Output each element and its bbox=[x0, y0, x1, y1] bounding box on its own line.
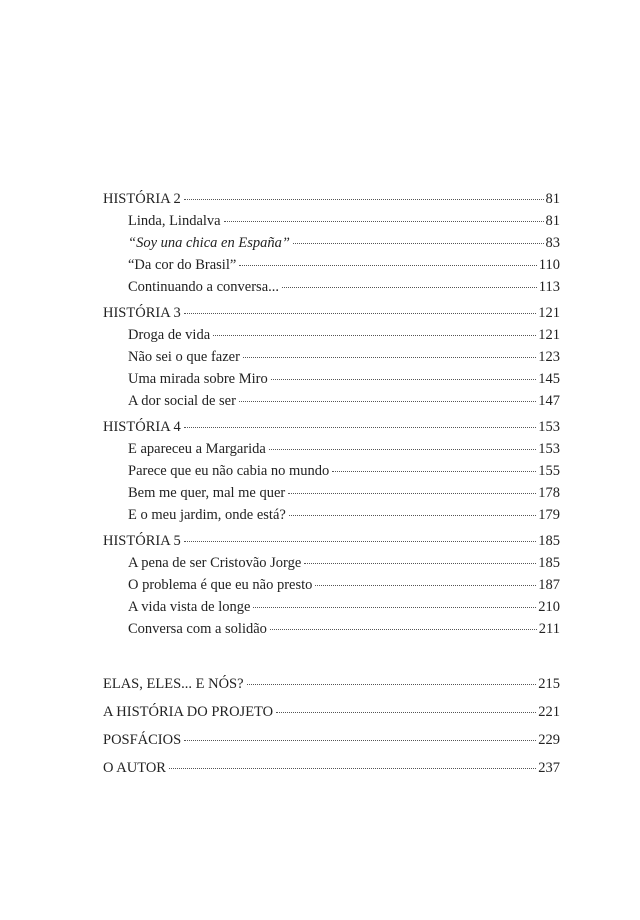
toc-page-number: 153 bbox=[538, 441, 560, 457]
toc-page-number: 221 bbox=[538, 704, 560, 720]
dot-leader bbox=[269, 449, 536, 450]
toc-chapter-historia-3 bbox=[103, 302, 560, 324]
toc-page-number: 210 bbox=[538, 599, 560, 615]
toc-page-number: 215 bbox=[538, 676, 560, 692]
toc-page-number: 211 bbox=[538, 621, 560, 637]
dot-leader bbox=[282, 287, 537, 288]
toc-back-matter-entry bbox=[103, 698, 560, 726]
dot-leader bbox=[224, 221, 544, 222]
toc-entry-title: HISTÓRIA 3 bbox=[103, 305, 181, 321]
toc-entry-title: “Da cor do Brasil” bbox=[128, 257, 237, 273]
dot-leader bbox=[270, 629, 537, 630]
toc-entry bbox=[103, 390, 560, 412]
toc-entry bbox=[103, 346, 560, 368]
toc-entry-title: HISTÓRIA 2 bbox=[103, 191, 181, 207]
dot-leader bbox=[243, 357, 536, 358]
toc-entry bbox=[103, 324, 560, 346]
toc-entry-title: Droga de vida bbox=[128, 327, 211, 343]
toc-entry bbox=[103, 210, 560, 232]
toc-page-number: 185 bbox=[538, 533, 560, 549]
toc-back-matter-entry bbox=[103, 670, 560, 698]
table-of-contents bbox=[103, 188, 560, 782]
dot-leader bbox=[213, 335, 536, 336]
toc-entry-title: O AUTOR bbox=[103, 760, 166, 776]
toc-entry bbox=[103, 254, 560, 276]
toc-entry-title: Parece que eu não cabia no mundo bbox=[128, 463, 330, 479]
toc-page-number: 81 bbox=[545, 191, 560, 207]
toc-page-number: 178 bbox=[538, 485, 560, 501]
dot-leader bbox=[239, 401, 536, 402]
toc-entry bbox=[103, 276, 560, 298]
toc-back-matter-entry bbox=[103, 754, 560, 782]
toc-entry bbox=[103, 574, 560, 596]
toc-entry-title: E apareceu a Margarida bbox=[128, 441, 266, 457]
toc-page-number: 83 bbox=[545, 235, 560, 251]
toc-chapter-historia-5 bbox=[103, 530, 560, 552]
toc-page-number: 185 bbox=[538, 555, 560, 571]
toc-entry bbox=[103, 438, 560, 460]
toc-page-number: 81 bbox=[545, 213, 560, 229]
toc-entry bbox=[103, 460, 560, 482]
toc-page-number: 153 bbox=[538, 419, 560, 435]
dot-leader bbox=[276, 712, 536, 713]
toc-entry bbox=[103, 482, 560, 504]
toc-entry-title: HISTÓRIA 5 bbox=[103, 533, 181, 549]
toc-entry-title: A dor social de ser bbox=[128, 393, 236, 409]
dot-leader bbox=[184, 313, 537, 314]
toc-entry bbox=[103, 596, 560, 618]
toc-page-number: 123 bbox=[538, 349, 560, 365]
dot-leader bbox=[288, 493, 536, 494]
toc-entry-title: POSFÁCIOS bbox=[103, 732, 182, 748]
dot-leader bbox=[184, 427, 537, 428]
section-gap bbox=[103, 640, 560, 670]
toc-entry-title: O problema é que eu não presto bbox=[128, 577, 313, 593]
toc-page-number: 113 bbox=[538, 279, 560, 295]
toc-page-number: 187 bbox=[538, 577, 560, 593]
toc-entry bbox=[103, 232, 560, 254]
dot-leader bbox=[289, 515, 536, 516]
dot-leader bbox=[184, 740, 536, 741]
dot-leader bbox=[293, 243, 544, 244]
toc-page-number: 121 bbox=[538, 327, 560, 343]
dot-leader bbox=[184, 199, 544, 200]
dot-leader bbox=[315, 585, 536, 586]
toc-entry bbox=[103, 552, 560, 574]
toc-entry bbox=[103, 618, 560, 640]
dot-leader bbox=[304, 563, 536, 564]
dot-leader bbox=[332, 471, 536, 472]
toc-page-number: 237 bbox=[538, 760, 560, 776]
toc-chapter-historia-4 bbox=[103, 416, 560, 438]
toc-entry-title: “Soy una chica en España” bbox=[128, 235, 290, 251]
toc-entry-title: ELAS, ELES... E NÓS? bbox=[103, 676, 244, 692]
toc-entry-title: A pena de ser Cristovão Jorge bbox=[128, 555, 302, 571]
toc-page-number: 145 bbox=[538, 371, 560, 387]
toc-entry bbox=[103, 504, 560, 526]
toc-entry-title: Linda, Lindalva bbox=[128, 213, 221, 229]
dot-leader bbox=[169, 768, 536, 769]
dot-leader bbox=[271, 379, 537, 380]
dot-leader bbox=[239, 265, 536, 266]
dot-leader bbox=[184, 541, 537, 542]
toc-entry-title: A HISTÓRIA DO PROJETO bbox=[103, 704, 274, 720]
toc-entry-title: A vida vista de longe bbox=[128, 599, 251, 615]
toc-page-number: 155 bbox=[538, 463, 560, 479]
toc-page-number: 121 bbox=[538, 305, 560, 321]
toc-entry-title: Bem me quer, mal me quer bbox=[128, 485, 286, 501]
toc-page-number: 147 bbox=[538, 393, 560, 409]
toc-entry-title: HISTÓRIA 4 bbox=[103, 419, 181, 435]
toc-page-number: 229 bbox=[538, 732, 560, 748]
toc-page-number: 110 bbox=[538, 257, 560, 273]
toc-entry bbox=[103, 368, 560, 390]
toc-entry-title: Uma mirada sobre Miro bbox=[128, 371, 268, 387]
toc-chapter-historia-2 bbox=[103, 188, 560, 210]
toc-entry-title: E o meu jardim, onde está? bbox=[128, 507, 286, 523]
toc-entry-title: Não sei o que fazer bbox=[128, 349, 240, 365]
toc-back-matter-entry bbox=[103, 726, 560, 754]
toc-page-number: 179 bbox=[538, 507, 560, 523]
toc-entry-title: Continuando a conversa... bbox=[128, 279, 280, 295]
dot-leader bbox=[253, 607, 536, 608]
dot-leader bbox=[247, 684, 537, 685]
toc-entry-title: Conversa com a solidão bbox=[128, 621, 267, 637]
